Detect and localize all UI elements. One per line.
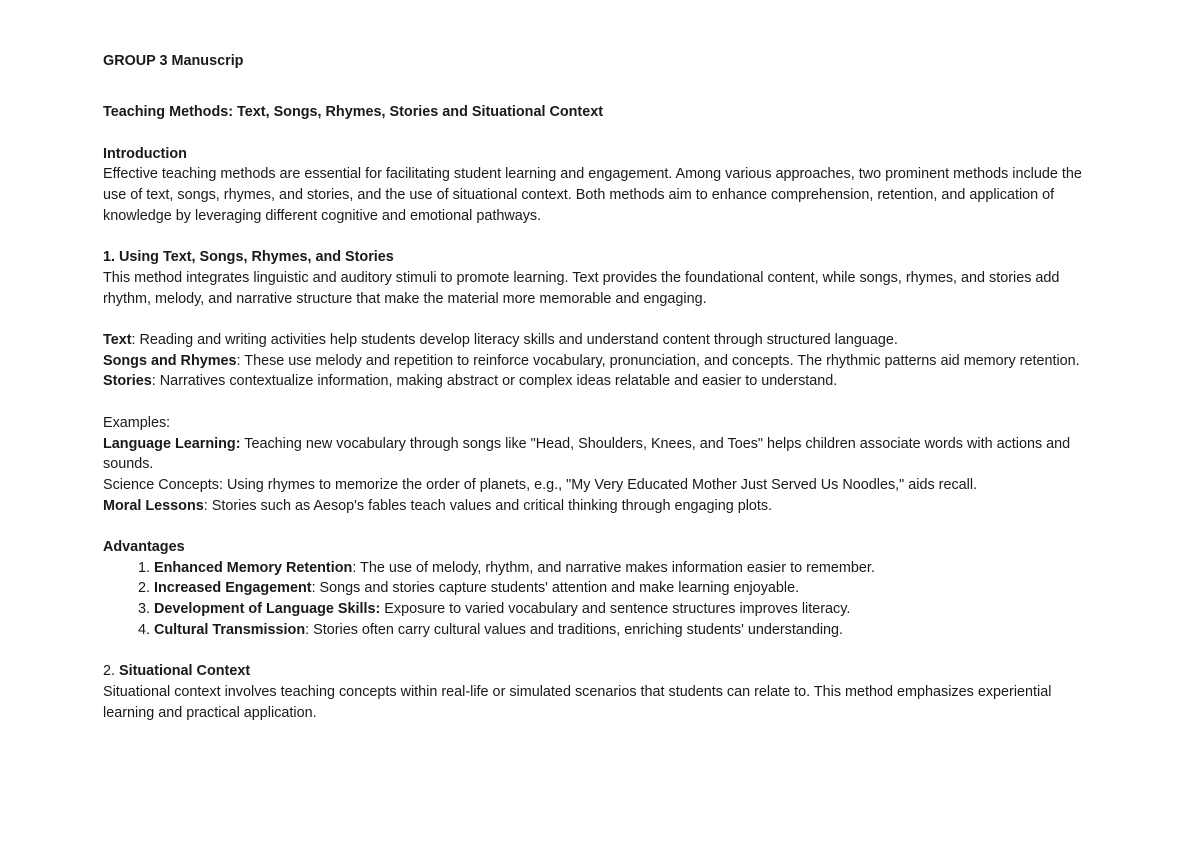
list-item — [154, 620, 1103, 641]
example-desc: Teaching new vocabulary through songs like "Head, Shoulders, Knees, and Toes" helps children associate words with actions and sounds. — [103, 435, 1071, 473]
definition-term: Stories — [103, 373, 152, 390]
advantage-term: Cultural Transmission — [154, 621, 306, 638]
introduction-body: Effective teaching methods are essential for facilitating student learning and engagement. Among various approaches, two prominent methods include the use of text, songs, rhymes, and stories, and the use of situational context. Both methods aim to enhance comprehension, retention, and application of knowledge by leveraging different cognitive and emotional pathways. — [103, 166, 1082, 224]
spacer — [103, 72, 1103, 93]
spacer — [103, 392, 1103, 413]
definition-text — [103, 330, 1103, 351]
advantage-term: Increased Engagement — [154, 580, 312, 597]
definition-desc: : These use melody and repetition to reinforce vocabulary, pronunciation, and concepts. The rhythmic patterns aid memory retention. — [236, 352, 1080, 369]
definition-term: Songs and Rhymes — [103, 352, 237, 369]
advantage-term: Enhanced Memory Retention — [154, 559, 353, 576]
section1-heading: 1. Using Text, Songs, Rhymes, and Stories — [103, 249, 394, 266]
list-item — [154, 578, 1103, 599]
example-term: Moral Lessons — [103, 497, 204, 514]
advantages-list — [103, 558, 1103, 641]
example-science-concepts — [103, 475, 1103, 496]
spacer — [103, 227, 1103, 248]
section1-body: This method integrates linguistic and auditory stimuli to promote learning. Text provides the foundational content, while songs, rhymes, and stories add rhythm, melody, and narrative structure that make the material more memorable and engaging. — [103, 269, 1060, 307]
definition-stories — [103, 371, 1103, 392]
definition-songs-rhymes — [103, 351, 1103, 372]
advantage-term: Development of Language Skills: — [154, 601, 381, 618]
definition-desc: : Reading and writing activities help students develop literacy skills and understand content through structured language. — [131, 332, 898, 349]
spacer — [103, 516, 1103, 537]
main-title: Teaching Methods: Text, Songs, Rhymes, Stories and Situational Context — [103, 104, 604, 121]
example-desc: Science Concepts: Using rhymes to memorize the order of planets, e.g., "My Very Educated Mother Just Served Us Noodles," aids recall. — [103, 476, 978, 493]
section2-number: 2. — [103, 663, 119, 680]
introduction-heading: Introduction — [103, 145, 187, 162]
example-term: Language Learning: — [103, 435, 241, 452]
example-desc: : Stories such as Aesop's fables teach values and critical thinking through engaging plots. — [203, 497, 773, 514]
group-title: GROUP 3 Manuscrip — [103, 53, 244, 69]
advantage-desc: Exposure to varied vocabulary and sentence structures improves literacy. — [380, 601, 851, 618]
definition-desc: : Narratives contextualize information, making abstract or complex ideas relatable and easier to understand. — [151, 373, 838, 390]
list-item — [154, 558, 1103, 579]
document-page — [103, 51, 1103, 723]
advantages-heading: Advantages — [103, 539, 185, 556]
section2-title: Situational Context — [119, 663, 251, 680]
section2-heading — [103, 661, 1103, 682]
list-item — [154, 599, 1103, 620]
advantage-desc: : The use of melody, rhythm, and narrative makes information easier to remember. — [352, 559, 875, 576]
spacer — [103, 641, 1103, 662]
examples-label: Examples: — [103, 414, 171, 431]
example-moral-lessons — [103, 496, 1103, 517]
spacer — [103, 309, 1103, 330]
section2-body: Situational context involves teaching concepts within real-life or simulated scenarios that students can relate to. This method emphasizes experiential learning and practical application. — [103, 683, 1052, 721]
advantage-desc: : Stories often carry cultural values and traditions, enriching students' understanding. — [305, 621, 844, 638]
definition-term: Text — [103, 332, 132, 349]
advantage-desc: : Songs and stories capture students' attention and make learning enjoyable. — [311, 580, 800, 597]
example-language-learning — [103, 434, 1103, 475]
spacer — [103, 123, 1103, 144]
